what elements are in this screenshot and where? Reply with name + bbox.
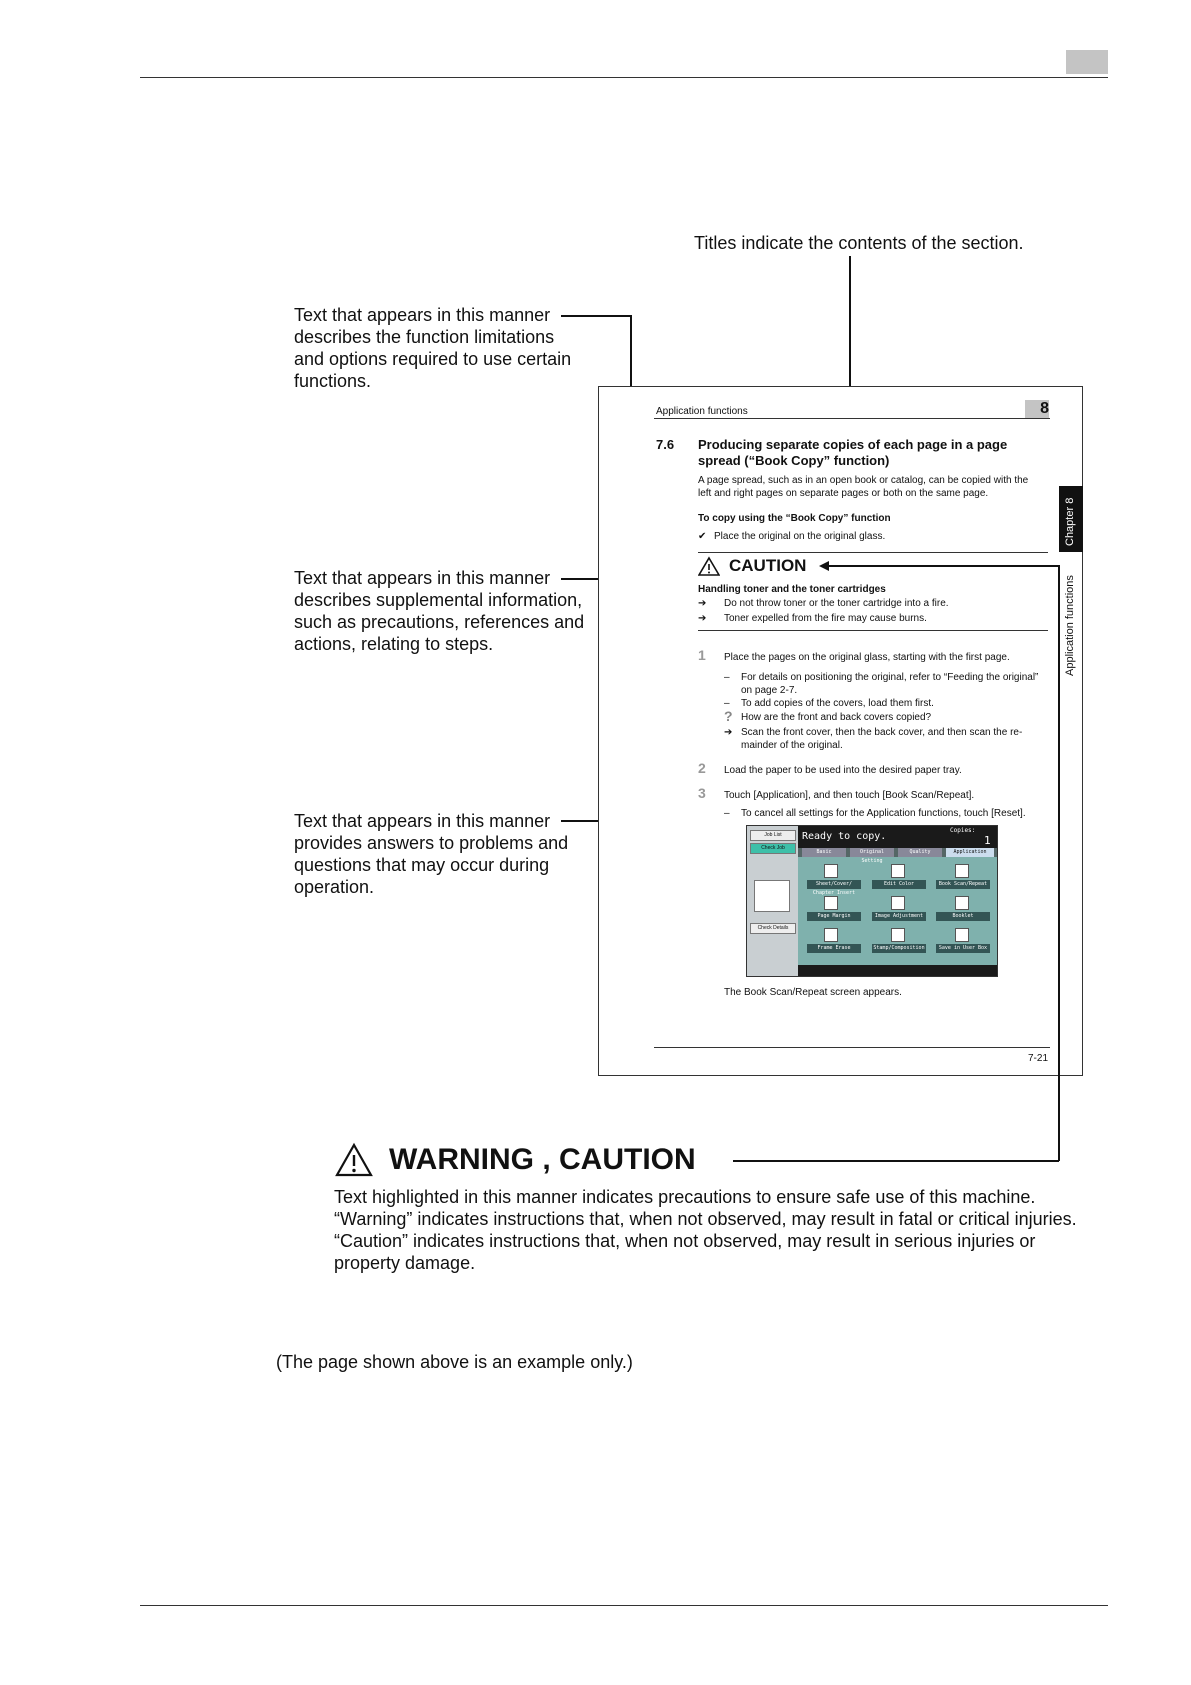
sample-caution-top-rule: [698, 552, 1048, 553]
sample-header: Application functions: [656, 406, 748, 417]
callout-supplemental: Text that appears in this manner describes supplemental information, such as precautions, references and actions, relating to steps.: [294, 568, 585, 654]
screen-status: Ready to copy.: [802, 831, 887, 842]
warning-triangle-icon: [334, 1142, 374, 1178]
screen-copies-value: 1: [984, 834, 991, 847]
sample-intro: A page spread, such as in an open book or catalog, can be copied with the left and right pages on separate pages or both on the same page.: [698, 475, 1029, 499]
screen-function-button: Page Margin: [807, 912, 861, 921]
check-icon: ✔: [698, 531, 707, 542]
screen-tabs: [798, 848, 997, 864]
step-text: Load the paper to be used into the desired paper tray.: [724, 765, 962, 776]
header-rule: [140, 77, 1108, 78]
connector-limitations-h: [561, 315, 631, 317]
connector-caution-v: [1058, 565, 1060, 1161]
screen-job-list-button: Job List: [750, 830, 796, 841]
screen-tab: Original Setting: [850, 848, 894, 857]
screen-function-icon: [824, 864, 838, 878]
screen-function-icon: [955, 864, 969, 878]
sample-caution-item-1: Do not throw toner or the toner cartridge into a fire.: [724, 598, 949, 609]
screen-function-icon: [824, 896, 838, 910]
sample-footer-rule: [654, 1047, 1050, 1048]
screen-function-button: Stamp/Composition: [873, 945, 925, 951]
question-mark-icon: ?: [724, 708, 733, 724]
screen-check-details-button: Check Details: [750, 923, 796, 934]
screen-function-icon: [955, 928, 969, 942]
screen-bottom-bar: [798, 965, 997, 976]
screen-function-icon: [891, 896, 905, 910]
screen-function-button: Frame Erase: [807, 944, 861, 953]
step-number: 2: [698, 760, 706, 776]
step-note: To add copies of the covers, load them first.: [741, 698, 934, 709]
screen-check-job-button: Check Job: [750, 843, 796, 854]
sample-side-section-label: Application functions: [1064, 575, 1076, 676]
screen-tab: Basic: [802, 848, 846, 857]
screen-function-icon: [891, 864, 905, 878]
screen-tab-application: Application: [946, 848, 994, 857]
sample-side-chapter-label: Chapter 8: [1064, 497, 1076, 546]
screen-preview-thumbnail: [754, 880, 790, 912]
connector-warning-h: [733, 1160, 1059, 1162]
sample-caution-title: CAUTION: [729, 556, 807, 575]
arrow-right-icon: ➔: [698, 613, 707, 624]
footer-rule: [140, 1605, 1108, 1606]
header-tab-marker: [1066, 50, 1108, 74]
screen-function-button: Booklet: [936, 912, 990, 921]
connector-caution-h: [829, 565, 1059, 567]
sample-procedure-title: To copy using the “Book Copy” function: [698, 513, 891, 524]
step-note: To cancel all settings for the Application functions, touch [Reset].: [741, 808, 1026, 819]
question-text: How are the front and back covers copied?: [741, 712, 932, 723]
dash-icon: –: [724, 698, 730, 709]
sample-caution-bottom-rule: [698, 630, 1048, 631]
arrowhead-caution: [819, 561, 829, 571]
screen-function-button: Book Scan/Repeat: [936, 880, 990, 889]
screen-function-button: Sheet/Cover/ Chapter Insert: [807, 880, 861, 889]
screen-copies-label: Copies:: [950, 827, 976, 834]
callout-limitations: Text that appears in this manner describes the function limitations and options required to use certain functions.: [294, 305, 572, 391]
sample-chapter-number: 8: [1025, 400, 1049, 418]
step-number: 3: [698, 785, 706, 801]
sample-section-number: 7.6: [656, 437, 675, 452]
screen-function-button: Save in User Box: [936, 944, 990, 953]
dash-icon: –: [724, 808, 730, 819]
dash-icon: –: [724, 672, 730, 683]
step-number: 1: [698, 647, 706, 663]
warning-caution-title: WARNING , CAUTION: [389, 1143, 696, 1176]
sample-check-item: Place the original on the original glass.: [714, 531, 886, 542]
warning-caution-body: Text highlighted in this manner indicates precautions to ensure safe use of this machine. “Warning” indicates instructions that, when not observed, may result in fatal or critical injuries. “Caution” indicates instructions that, when not observed, may result in serious injuries or property damage.: [334, 1187, 1077, 1273]
callout-answers: Text that appears in this manner provides answers to problems and questions that may occur during operation.: [294, 811, 569, 897]
screen-function-button: Edit Color: [872, 880, 926, 889]
screen-function-icon: [891, 928, 905, 942]
sample-caution-heading: Handling toner and the toner cartridges: [698, 584, 886, 595]
answer-text: Scan the front cover, then the back cover, and then scan the re- mainder of the original.: [741, 727, 1023, 751]
step-text: Place the pages on the original glass, starting with the first page.: [724, 652, 1010, 663]
arrow-right-icon: ➔: [724, 727, 733, 738]
screen-function-icon: [824, 928, 838, 942]
screen-tab: Quality: [898, 848, 942, 857]
example-footnote: (The page shown above is an example only.): [276, 1352, 633, 1372]
arrow-right-icon: ➔: [698, 598, 707, 609]
screen-function-button: Image Adjustment: [872, 912, 926, 921]
sample-section-title: Producing separate copies of each page in a page spread (“Book Copy” function): [698, 437, 1008, 468]
screen-status-bar: [798, 826, 997, 848]
callout-titles: Titles indicate the contents of the section.: [694, 233, 1024, 253]
sample-screen-caption: The Book Scan/Repeat screen appears.: [724, 987, 902, 998]
sample-header-rule: [654, 418, 1050, 419]
warning-triangle-icon: [698, 556, 720, 576]
sample-caution-item-2: Toner expelled from the fire may cause burns.: [724, 613, 927, 624]
sample-page-number: 7-21: [1028, 1053, 1049, 1064]
step-note: For details on positioning the original, refer to “Feeding the original” on page 2-7.: [741, 672, 1039, 696]
screen-function-icon: [955, 896, 969, 910]
step-text: Touch [Application], and then touch [Book Scan/Repeat].: [724, 790, 975, 801]
